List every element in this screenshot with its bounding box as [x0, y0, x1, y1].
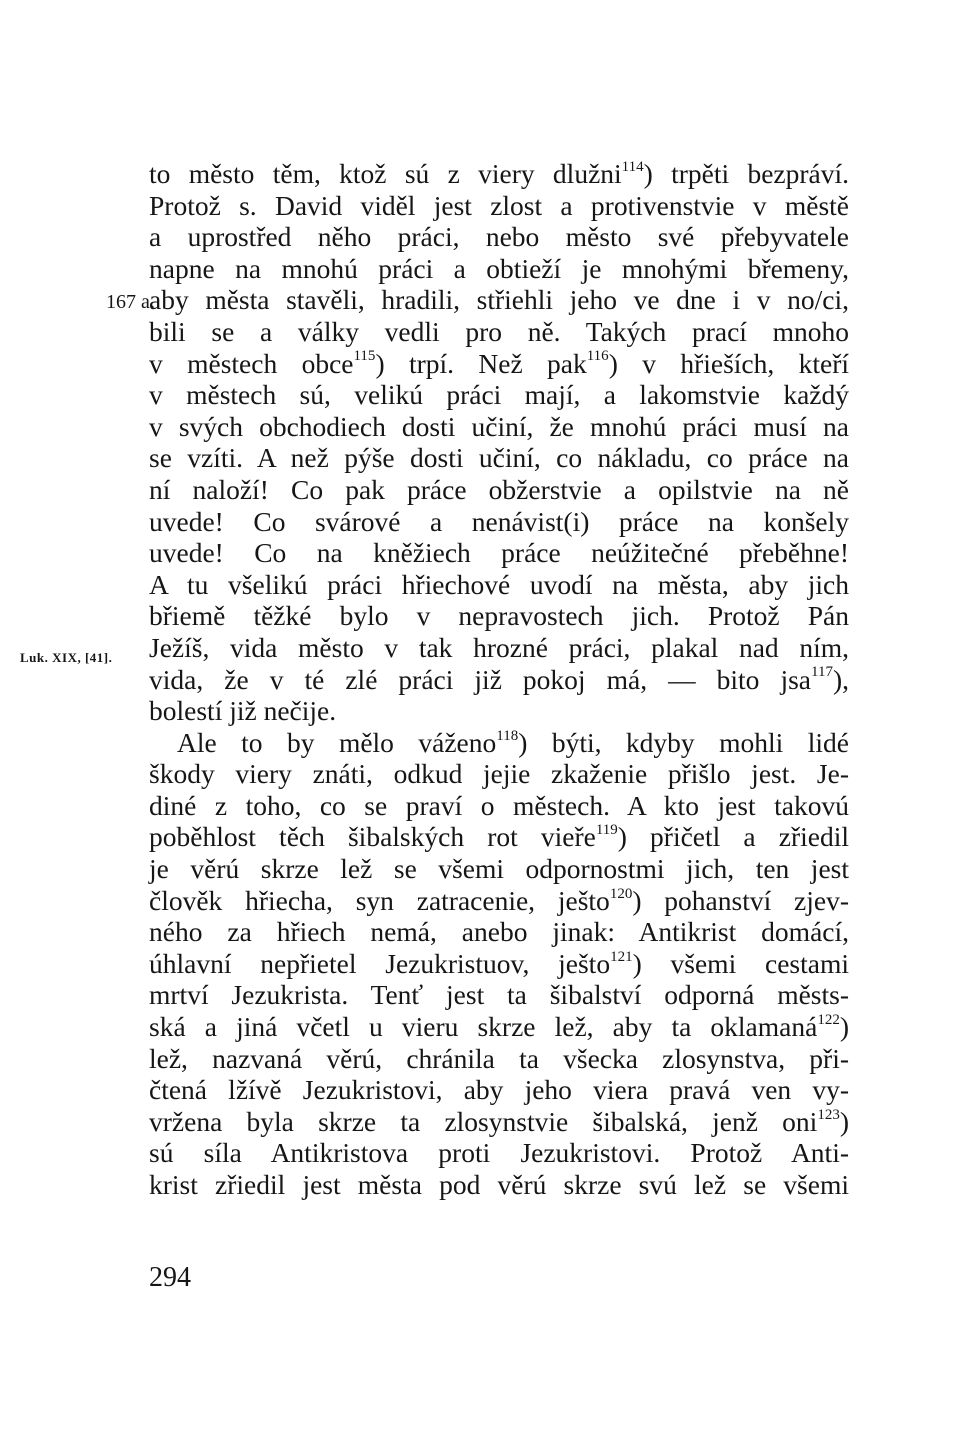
text-line — [149, 979, 849, 1011]
text-line — [149, 916, 849, 948]
line-text: ) — [839, 1105, 849, 1137]
line-text: mrtví Jezukrista. Tenť jest ta šibalství odporná městs- — [149, 979, 849, 1011]
line-text: krist zřiedil jest města pod věrú skrze svú lež se všemi — [149, 1169, 849, 1200]
text-line — [149, 758, 849, 790]
line-text: v svých obchodiech dosti učiní, že mnohú práci musí na — [149, 410, 849, 442]
text-line — [149, 284, 849, 316]
text-line — [149, 442, 849, 474]
footnote-marker: 122 — [817, 1011, 840, 1028]
footnote-marker: 118 — [496, 727, 519, 744]
text-line — [149, 379, 849, 411]
text-line — [149, 411, 849, 443]
text-line — [149, 885, 849, 917]
footnote-marker: 116 — [586, 348, 609, 365]
footnote-marker: 114 — [621, 158, 644, 175]
line-text: ) v hřieších, kteří — [608, 347, 850, 379]
line-text: ) — [839, 1011, 849, 1043]
line-text: se vzíti. A než pýše dosti učiní, co nákladu, co práce na — [149, 442, 849, 474]
text-line — [149, 790, 849, 822]
text-line — [149, 316, 849, 348]
text-line — [149, 600, 849, 632]
text-line — [149, 1169, 849, 1201]
line-text: je věrú skrze lež se všemi odpornostmi jich, ten jest — [149, 853, 849, 885]
line-text: vržena byla skrze ta zlosynstvie šibalská, jenž oni — [149, 1105, 818, 1137]
page-number: 294 — [149, 1262, 191, 1293]
line-text: břiemě těžké bylo v nepravostech jich. Protož Pán — [149, 600, 849, 632]
text-line — [149, 727, 849, 759]
line-text: ného za hřiech nemá, anebo jinak: Antikrist domácí, — [149, 916, 849, 948]
text-line — [149, 821, 849, 853]
line-text: bolestí již nečije. — [149, 695, 337, 727]
text-line — [149, 853, 849, 885]
text-line — [149, 474, 849, 506]
line-text: škody viery znáti, odkud jejie zkaženie přišlo jest. Je- — [149, 758, 849, 790]
footnote-marker: 120 — [609, 885, 633, 902]
line-text: Protož s. David viděl jest zlost a protivenstvie v městě — [149, 189, 849, 221]
text-line — [149, 695, 849, 727]
text-line — [149, 1043, 849, 1075]
margin-note-folio: 167 a. — [106, 291, 155, 313]
line-text: vida, že v té zlé práci již pokoj má, — bito jsa — [149, 663, 811, 695]
text-line — [149, 1074, 849, 1106]
body-text — [149, 158, 849, 1201]
line-text: ) býti, kdyby mohli lidé — [518, 726, 849, 758]
line-text: A tu všelikú práci hřiechové uvodí na města, aby jich — [149, 568, 849, 600]
line-text: ) pohanství zjev- — [632, 884, 850, 916]
line-text: ) přičetl a zřiedil — [617, 821, 849, 853]
text-line — [149, 506, 849, 538]
footnote-marker: 117 — [811, 664, 833, 681]
line-text: sú síla Antikristova proti Jezukristovi. Protož Anti- — [149, 1137, 849, 1169]
line-text: uvede! Co na kněžiech práce neúžitečné přeběhne! — [149, 537, 849, 569]
line-text: ní naloží! Co pak práce obžerstvie a opilstvie na ně — [149, 473, 849, 505]
footnote-marker: 119 — [595, 822, 618, 839]
line-text: poběhlost těch šibalských rot vieře — [149, 821, 596, 853]
text-line — [149, 158, 849, 190]
line-text: úhlavní nepřietel Jezukristuov, ješto — [149, 947, 611, 979]
line-text: ), — [832, 663, 849, 695]
text-line — [149, 253, 849, 285]
line-text: ) trpěti bezpráví. — [643, 158, 849, 189]
line-text: bili se a války vedli pro ně. Takých prací mnoho — [149, 315, 849, 347]
line-text: čtená lžívě Jezukristovi, aby jeho viera pravá ven vy- — [149, 1074, 849, 1106]
text-line — [149, 948, 849, 980]
line-text: lež, nazvaná věrú, chránila ta všecka zlosynstva, při- — [149, 1042, 849, 1074]
text-line — [149, 348, 849, 380]
line-text: ) všemi cestami — [632, 947, 849, 979]
text-line — [149, 1106, 849, 1138]
text-line — [149, 221, 849, 253]
line-text: Ježíš, vida město v tak hrozné práci, plakal nad ním, — [149, 631, 849, 663]
text-line — [149, 569, 849, 601]
text-line — [149, 1137, 849, 1169]
line-text: napne na mnohú práci a obtieží je mnohými břemeny, — [149, 252, 849, 284]
footnote-marker: 121 — [610, 948, 633, 965]
text-line — [149, 632, 849, 664]
line-text: Ale to by mělo váženo — [177, 726, 497, 758]
text-line — [149, 1011, 849, 1043]
line-text: v městech sú, velikú práci mají, a lakomstvie každý — [149, 379, 849, 411]
line-text: ) trpí. Než pak — [375, 347, 587, 379]
text-line — [149, 190, 849, 222]
line-text: to město těm, ktož sú z viery dlužni — [149, 158, 622, 189]
line-text: aby města stavěli, hradili, střiehli jeho ve dne i v no/ci, — [149, 284, 849, 316]
line-text: člověk hřiecha, syn zatracenie, ješto — [149, 884, 610, 916]
footnote-marker: 123 — [817, 1106, 840, 1123]
footnote-marker: 115 — [353, 348, 376, 365]
line-text: diné z toho, co se praví o městech. A kto jest takovú — [149, 789, 849, 821]
line-text: v městech obce — [149, 347, 354, 379]
text-line — [149, 664, 849, 696]
line-text: uvede! Co svárové a nenávist(i) práce na konšely — [149, 505, 849, 537]
line-text: ská a jiná včetl u vieru skrze lež, aby ta oklamaná — [149, 1011, 818, 1043]
margin-note-reference: Luk. XIX, [41]. — [20, 650, 113, 665]
line-text: a uprostřed něho práci, nebo město své přebyvatele — [149, 221, 849, 253]
text-line — [149, 537, 849, 569]
